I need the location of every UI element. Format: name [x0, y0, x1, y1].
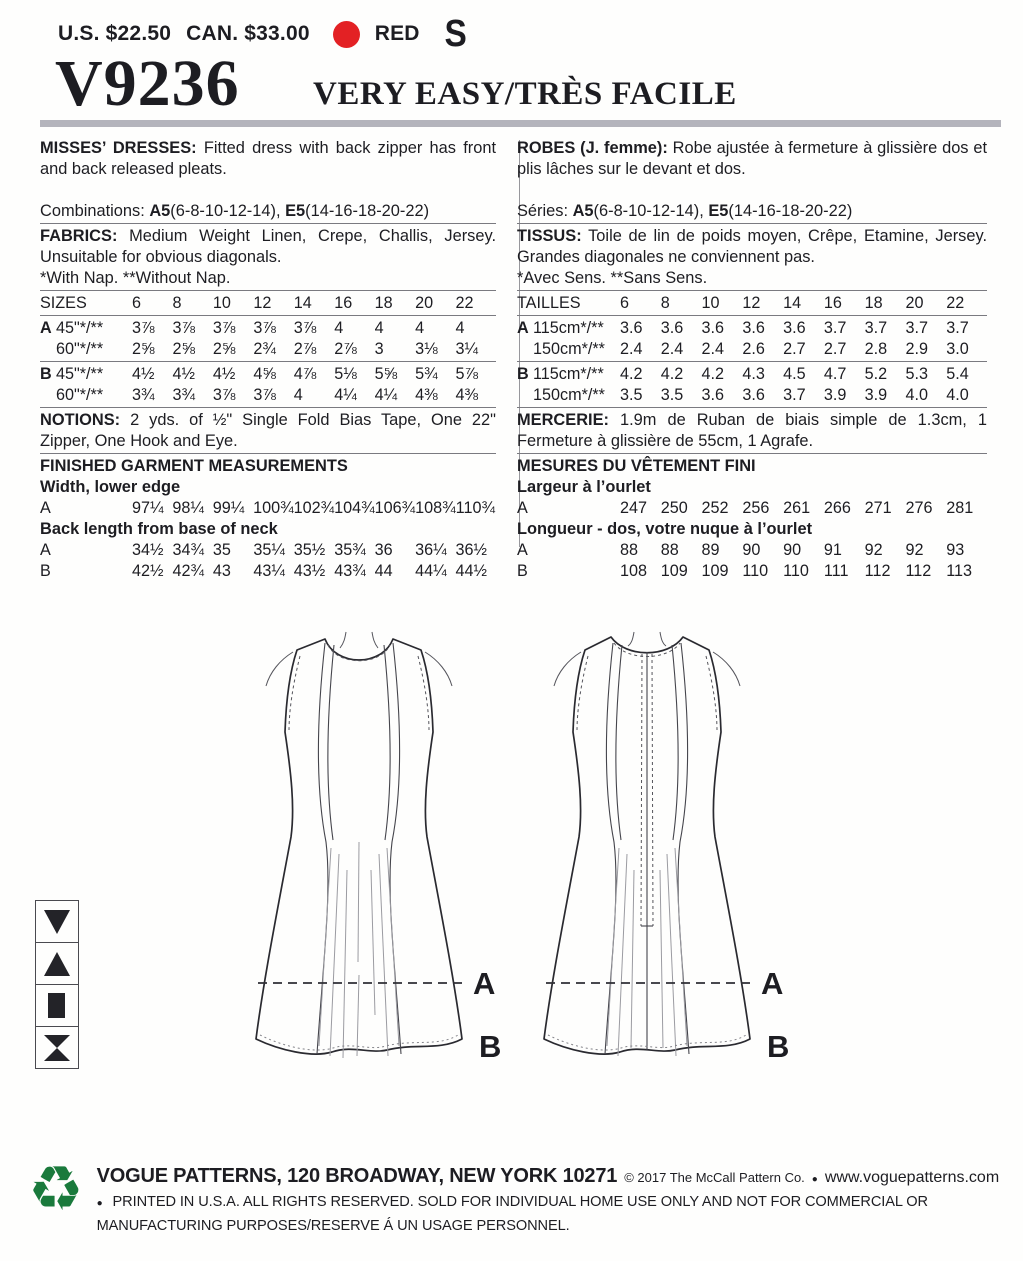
price-row — [58, 13, 468, 55]
divider — [40, 361, 496, 362]
description-en: MISSES’ DRESSES: Fitted dress with back zipper has front and back released pleats. — [40, 139, 496, 178]
measure-row: A 88 88 89 90 90 91 92 92 93 — [517, 541, 965, 559]
tagline: VERY EASY/TRÈS FACILE — [313, 76, 737, 112]
finished-title-en: FINISHED GARMENT MEASUREMENTS — [40, 457, 348, 475]
red-dot-icon — [333, 21, 360, 48]
yardage-row: B 45"*/** 4½ 4½ 4½ 4⅝ 4⅞ 5⅛ 5⅝ 5¾ 5⅞ — [40, 365, 479, 383]
nap-note-fr: *Avec Sens. **Sans Sens. — [517, 269, 708, 287]
view-b-label: B — [767, 1029, 790, 1062]
neck-hint — [628, 632, 634, 646]
hourglass-symbol — [35, 1026, 79, 1069]
divider — [517, 223, 987, 224]
recycle-icon: ♻ — [28, 1155, 84, 1224]
zipper-stitch — [652, 654, 653, 926]
info-columns — [40, 138, 1001, 582]
measure-row: A 97¼ 98¼ 99¼ 100¾ 102¾ 104¾ 106¾ 108¾ 110¾ — [40, 499, 495, 517]
website: www.voguepatterns.com — [824, 1169, 1000, 1186]
yardage-row: A 115cm*/** 3.6 3.6 3.6 3.6 3.6 3.7 3.7 3.7 3.7 — [517, 319, 969, 337]
nap-note-en: *With Nap. **Without Nap. — [40, 269, 231, 287]
divider — [517, 407, 987, 408]
legal-text: ● PRINTED IN U.S.A. ALL RIGHTS RESERVED. SOLD FOR INDIVIDUAL HOME USE ONLY AND NOT FOR COMMERCIAL OR MANUFACTURING PURPOSES/RESERVE Á UN USAGE PERSONNEL. — [96, 1194, 928, 1234]
yardage-row: A 45"*/** 3⅞ 3⅞ 3⅞ 3⅞ 3⅞ 4 4 4 4 — [40, 319, 465, 337]
price-us: U.S. $22.50 — [58, 22, 172, 45]
width-title-en: Width, lower edge — [40, 478, 181, 496]
divider — [40, 315, 496, 316]
header-rule — [40, 120, 1001, 127]
combinations-en: Combinations: A5(6-8-10-12-14), E5(14-16-18-20-22) — [40, 202, 430, 220]
measure-row: A 34½ 34¾ 35 35¼ 35½ 35¾ 36 36¼ 36½ — [40, 541, 488, 559]
copyright: © 2017 The McCall Pattern Co. — [624, 1170, 805, 1185]
divider — [517, 315, 987, 316]
english-column — [40, 138, 507, 582]
divider — [40, 290, 496, 291]
combinations-fr: Séries: A5(6-8-10-12-14), E5(14-16-18-20-22) — [517, 202, 853, 220]
bullet-icon: ● — [96, 1198, 103, 1209]
description-fr: ROBES (J. femme): Robe ajustée à fermeture à glissière dos et plis lâches sur le devant et dos. — [517, 139, 987, 178]
square-symbol — [35, 984, 79, 1027]
divider — [517, 453, 987, 454]
yardage-row: 150cm*/** 3.5 3.5 3.6 3.6 3.7 3.9 3.9 4.0 4.0 — [533, 386, 969, 404]
neck-hint — [660, 632, 666, 646]
divider — [517, 290, 987, 291]
neck-hint — [372, 632, 378, 648]
price-can: CAN. $33.00 — [186, 22, 310, 45]
view-a-label: A — [473, 966, 496, 1001]
measure-row: B 108 109 109 110 110 111 112 112 113 — [517, 562, 973, 580]
publisher-address: VOGUE PATTERNS, 120 BROADWAY, NEW YORK 10271 — [96, 1165, 618, 1187]
length-title-en: Back length from base of neck — [40, 520, 278, 538]
divider — [517, 361, 987, 362]
zipper-stitch — [641, 654, 642, 926]
finished-title-fr: MESURES DU VÊTEMENT FINI — [517, 457, 756, 475]
neck-hint — [340, 632, 346, 648]
french-column — [507, 138, 987, 582]
dress-back-illustration — [521, 630, 793, 1067]
dress-front-illustration — [233, 630, 505, 1067]
yardage-header-row-fr: TAILLES 6 8 10 12 14 16 18 20 22 — [517, 294, 965, 312]
footer-text — [97, 1157, 1003, 1237]
triangle-down-symbol — [35, 900, 79, 943]
yardage-row: 60"*/** 3¾ 3¾ 3⅞ 3⅞ 4 4¼ 4¼ 4⅜ 4⅜ — [56, 386, 479, 404]
difficulty-symbols — [35, 901, 79, 1069]
fabrics-en: FABRICS: Medium Weight Linen, Crepe, Challis, Jersey. Unsuitable for obvious diagonals. — [40, 227, 496, 266]
color-name: RED — [374, 22, 420, 45]
length-title-fr: Longueur - dos, votre nuque à l’ourlet — [517, 520, 813, 538]
view-a-label: A — [761, 966, 784, 1001]
fabrics-fr: TISSUS: Toile de lin de poids moyen, Crêpe, Etamine, Jersey. Grandes diagonales ne conviennent pas. — [517, 227, 987, 266]
triangle-up-symbol — [35, 942, 79, 985]
yardage-header-row-en: SIZES 6 8 10 12 14 16 18 20 22 — [40, 294, 474, 312]
bullet-icon: ● — [811, 1174, 818, 1185]
divider — [40, 453, 496, 454]
divider — [40, 407, 496, 408]
measure-row: A 247 250 252 256 261 266 271 276 281 — [517, 499, 974, 517]
notions-en: NOTIONS: 2 yds. of ½" Single Fold Bias Tape, One 22" Zipper, One Hook and Eye. — [40, 411, 496, 450]
view-b-label: B — [479, 1029, 502, 1062]
yardage-row: 60"*/** 2⅝ 2⅝ 2⅝ 2¾ 2⅞ 2⅞ 3 3⅛ 3¼ — [56, 340, 479, 358]
divider — [40, 223, 496, 224]
size-letter: S — [444, 13, 467, 55]
footer — [28, 1157, 1003, 1237]
measure-row: B 42½ 42¾ 43 43¼ 43½ 43¾ 44 44¼ 44½ — [40, 562, 488, 580]
width-title-fr: Largeur à l’ourlet — [517, 478, 651, 496]
yardage-row: 150cm*/** 2.4 2.4 2.4 2.6 2.7 2.7 2.8 2.9 3.0 — [533, 340, 969, 358]
pattern-number: V9236 — [55, 47, 240, 120]
yardage-row: B 115cm*/** 4.2 4.2 4.2 4.3 4.5 4.7 5.2 5.3 5.4 — [517, 365, 969, 383]
notions-fr: MERCERIE: 1.9m de Ruban de biais simple de 1.3cm, 1 Fermeture à glissière de 55cm, 1 Agrafe. — [517, 411, 987, 450]
